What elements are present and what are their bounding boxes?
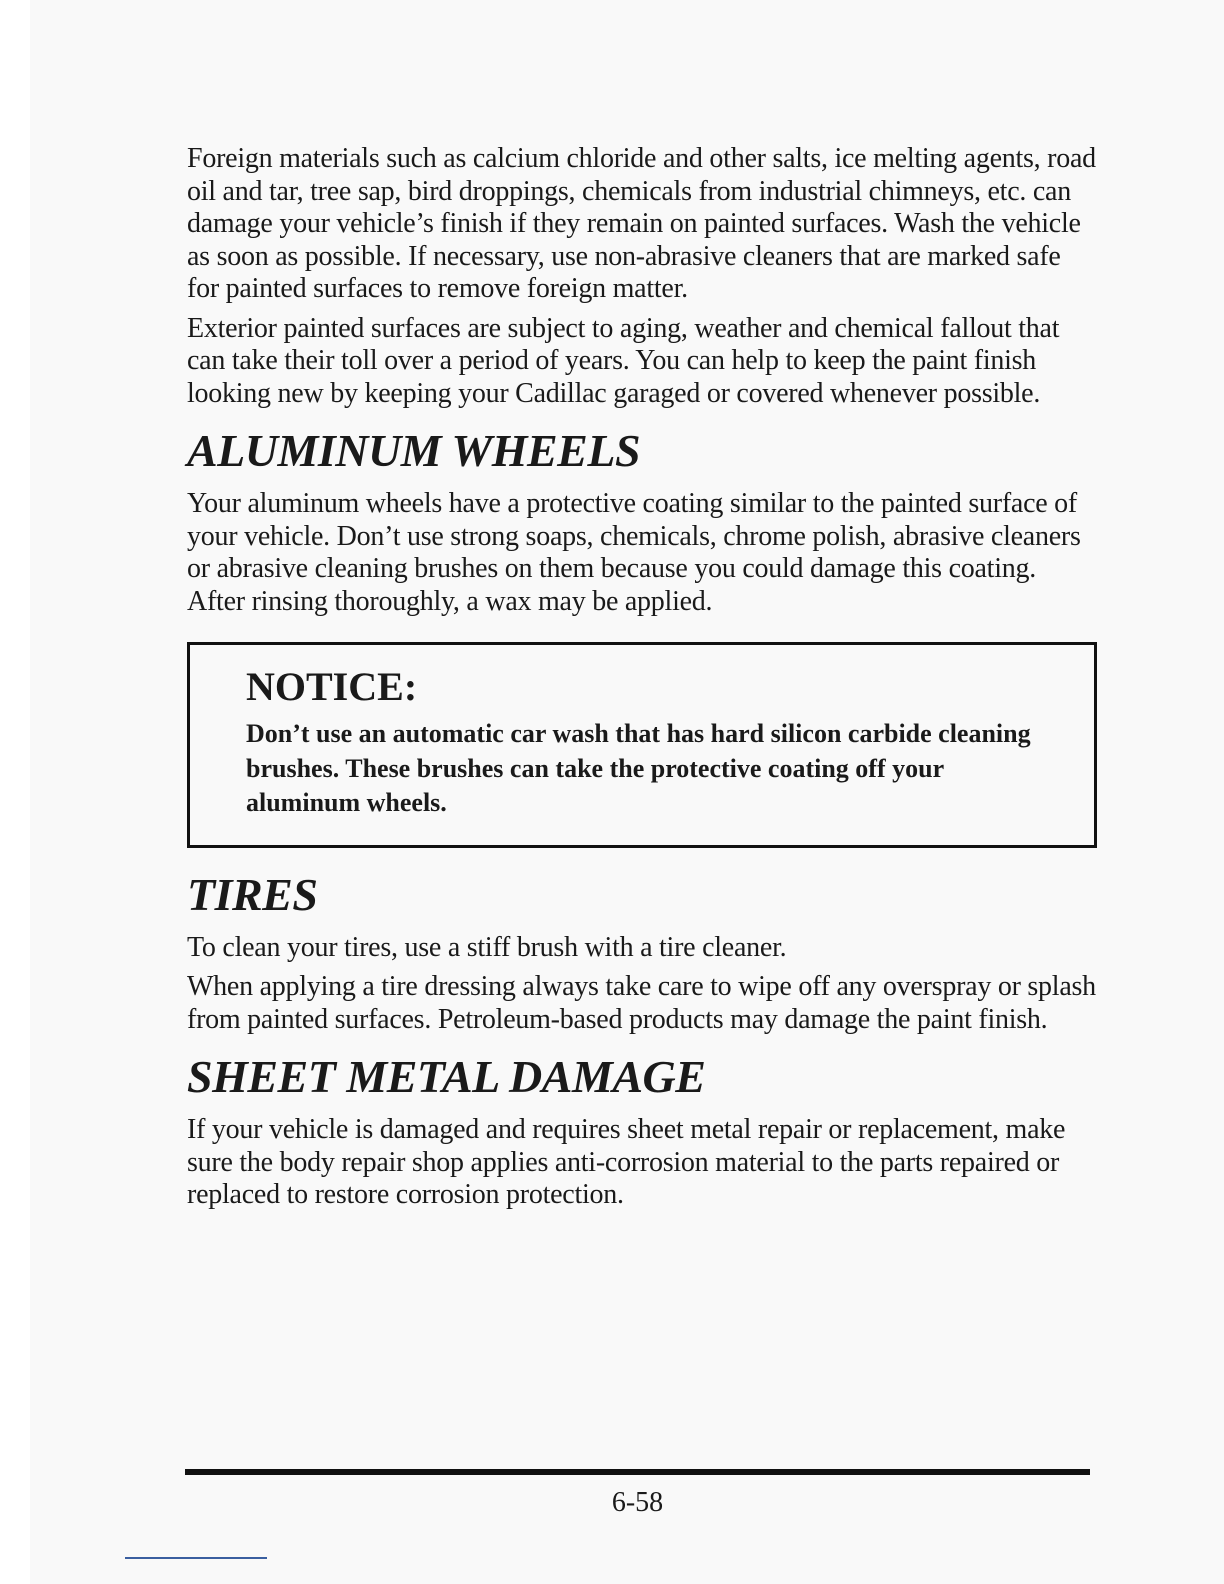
notice-box: [187, 642, 1097, 848]
paragraph-tires-dressing: When applying a tire dressing always take care to wipe off any overspray or splash from painted surfaces. Petroleum-based products may damage the paint finish.: [187, 971, 1096, 1035]
paragraph-aluminum-wheels: Your aluminum wheels have a protective coating similar to the painted surface of your vehicle. Don’t use strong soaps, chemicals, chrome polish, abrasive cleaners or abrasive cleaning brushes on them because you could damage this coating. After rinsing thoroughly, a wax may be applied.: [187, 488, 1081, 617]
heading-tires: TIRES: [187, 868, 318, 920]
corner-rule: [125, 1557, 267, 1559]
paragraph-sheet-metal: If your vehicle is damaged and requires sheet metal repair or replacement, make sure the body repair shop applies anti-corrosion material to the parts repaired or replaced to restore corrosion protection.: [187, 1114, 1066, 1210]
page-number: 6-58: [611, 1487, 664, 1518]
paragraph-foreign-materials: Foreign materials such as calcium chloride and other salts, ice melting agents, road oil and tar, tree sap, bird droppings, chemicals from industrial chimneys, etc. can damage your vehicle’s finish if they remain on painted surfaces. Wash the vehicle as soon as possible. If necessary, use non-abrasive cleaners that are marked safe for painted surfaces to remove foreign matter.: [187, 143, 1096, 304]
heading-aluminum-wheels: ALUMINUM WHEELS: [187, 425, 641, 476]
notice-text: Don’t use an automatic car wash that has hard silicon carbide cleaning brushes. These brushes can take the protective coating off your aluminum wheels.: [246, 719, 1031, 817]
paragraph-tires-clean: To clean your tires, use a stiff brush with a tire cleaner.: [187, 931, 787, 963]
paragraph-exterior-surfaces: Exterior painted surfaces are subject to aging, weather and chemical fallout that can take their toll over a period of years. You can help to keep the paint finish looking new by keeping your Cadillac garaged or covered whenever possible.: [187, 312, 1060, 409]
page-content: [187, 143, 1097, 1219]
notice-title: NOTICE:: [246, 664, 418, 709]
footer-rule: [185, 1469, 1090, 1475]
heading-sheet-metal-damage: SHEET METAL DAMAGE: [187, 1051, 706, 1102]
